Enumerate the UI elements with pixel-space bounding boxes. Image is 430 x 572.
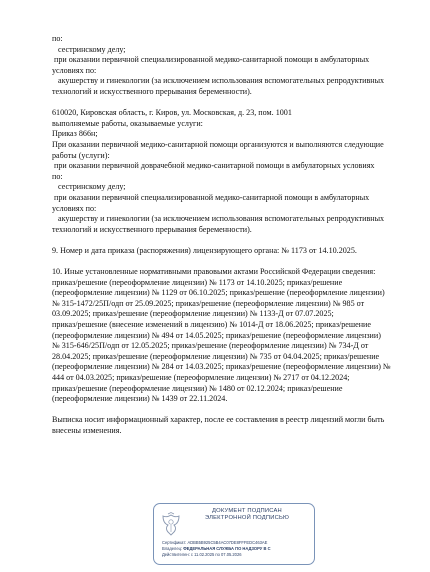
- text-line: акушерству и гинекологии (за исключением использования вспомогательных репродуктивных: [58, 214, 385, 224]
- electronic-signature-stamp: [153, 503, 315, 565]
- text-line: выполняемые работы, оказываемые услуги:: [52, 118, 203, 128]
- stamp-details: [162, 540, 271, 558]
- text-line: 28.04.2025; приказ/решение (переоформление лицензии) № 735 от 04.04.2025; приказ/решение: [52, 351, 380, 361]
- owner-value: ФЕДЕРАЛЬНАЯ СЛУЖБА ПО НАДЗОРУ В С: [183, 546, 271, 551]
- validity-row: Действителен: с 11.02.2025 по 07.05.2026: [162, 552, 242, 557]
- text-line: № 315-1472/25П/одп от 25.09.2025; приказ/решение (переоформление лицензии) № 985 от: [52, 298, 365, 308]
- stamp-header: [184, 508, 310, 522]
- text-line: условиях по:: [52, 65, 97, 75]
- text-line: сестринскому делу;: [58, 44, 126, 54]
- text-line: при оказании первичной специализированной медико-санитарной помощи в амбулаторных: [54, 192, 370, 202]
- text-line: № 315-646/25П/одп от 12.05.2025; приказ/решение (переоформление лицензии) № 734-Д от: [52, 341, 369, 351]
- text-line: приказ/решение (внесение изменений в лицензию) № 1014-Д от 18.06.2025; приказ/решение: [52, 320, 371, 330]
- text-line: Приказ 866н;: [52, 129, 98, 139]
- text-line: приказ/решение (переоформление лицензии) № 1480 от 02.12.2024; приказ/решение: [52, 383, 343, 393]
- top-block: [52, 34, 392, 98]
- text-line: по:: [52, 34, 63, 43]
- text-line: сестринскому делу;: [58, 182, 126, 192]
- coat-of-arms-icon: [159, 512, 183, 538]
- document-body: [52, 34, 392, 437]
- text-line: 03.09.2025; приказ/решение (переоформление лицензии) № 1133-Д от 07.07.2025;: [52, 309, 334, 319]
- text-line: по:: [52, 171, 63, 181]
- text-line: условиях по:: [52, 203, 97, 213]
- certificate-label: Сертификат:: [162, 540, 187, 545]
- text-line: (переоформление лицензии) № 494 от 14.05.2025; приказ/решение (переоформление лицензии): [52, 330, 381, 340]
- certificate-value: ADBB5B925C5B4AC07DE8FFFEDC463AE: [187, 540, 268, 545]
- text-line: 610020, Кировская область, г. Киров, ул. Московская, д. 23, пом. 1001: [52, 108, 292, 118]
- text-line: при оказании первичной специализированной медико-санитарной помощи в амбулаторных: [54, 55, 370, 65]
- address-block: [52, 108, 392, 235]
- text-line: (переоформление лицензии) № 1129 от 06.10.2025; приказ/решение (переоформление лицензии): [52, 288, 385, 298]
- text-line: 10. Иные установленные нормативными правовыми актами Российской Федерации сведения:: [52, 267, 376, 277]
- other-info-block: [52, 267, 392, 405]
- text-line: приказ/решение (переоформление лицензии) № 1173 от 14.10.2025; приказ/решение: [52, 277, 343, 287]
- disclaimer-note: [52, 415, 392, 436]
- owner-label: Владелец:: [162, 546, 183, 551]
- text-line: работы (услуги):: [52, 150, 110, 160]
- text-line: Выписка носит информационный характер, после ее составления в реестр лицензий могли быть: [52, 415, 385, 425]
- stamp-subtitle: ЭЛЕКТРОННОЙ ПОДПИСЬЮ: [204, 515, 290, 521]
- text-line: При оказании первичной медико-санитарной помощи организуются и выполняются следующие: [52, 139, 384, 149]
- license-order-item: 9. Номер и дата приказа (распоряжения) лицензирующего органа: № 1173 от 14.10.2025.: [52, 245, 357, 255]
- text-line: при оказании первичной доврачебной медико-санитарной помощи в амбулаторных условиях: [54, 161, 375, 171]
- text-line: внесены изменения.: [52, 425, 122, 435]
- text-line: (переоформление лицензии) № 284 от 14.03.2025; приказ/решение (переоформление лицензии) №: [52, 362, 391, 372]
- text-line: 444 от 04.03.2025; приказ/решение (переоформление лицензии) № 2717 от 04.12.2024;: [52, 373, 350, 382]
- text-line: технологий и искусственного прерывания беременности).: [52, 86, 252, 96]
- text-line: (переоформление лицензии) № 1439 от 22.11.2024.: [52, 394, 228, 404]
- stamp-title: ДОКУМЕНТ ПОДПИСАН: [212, 508, 282, 514]
- text-line: технологий и искусственного прерывания беременности).: [52, 224, 252, 234]
- text-line: акушерству и гинекологии (за исключением использования вспомогательных репродуктивных: [58, 76, 385, 86]
